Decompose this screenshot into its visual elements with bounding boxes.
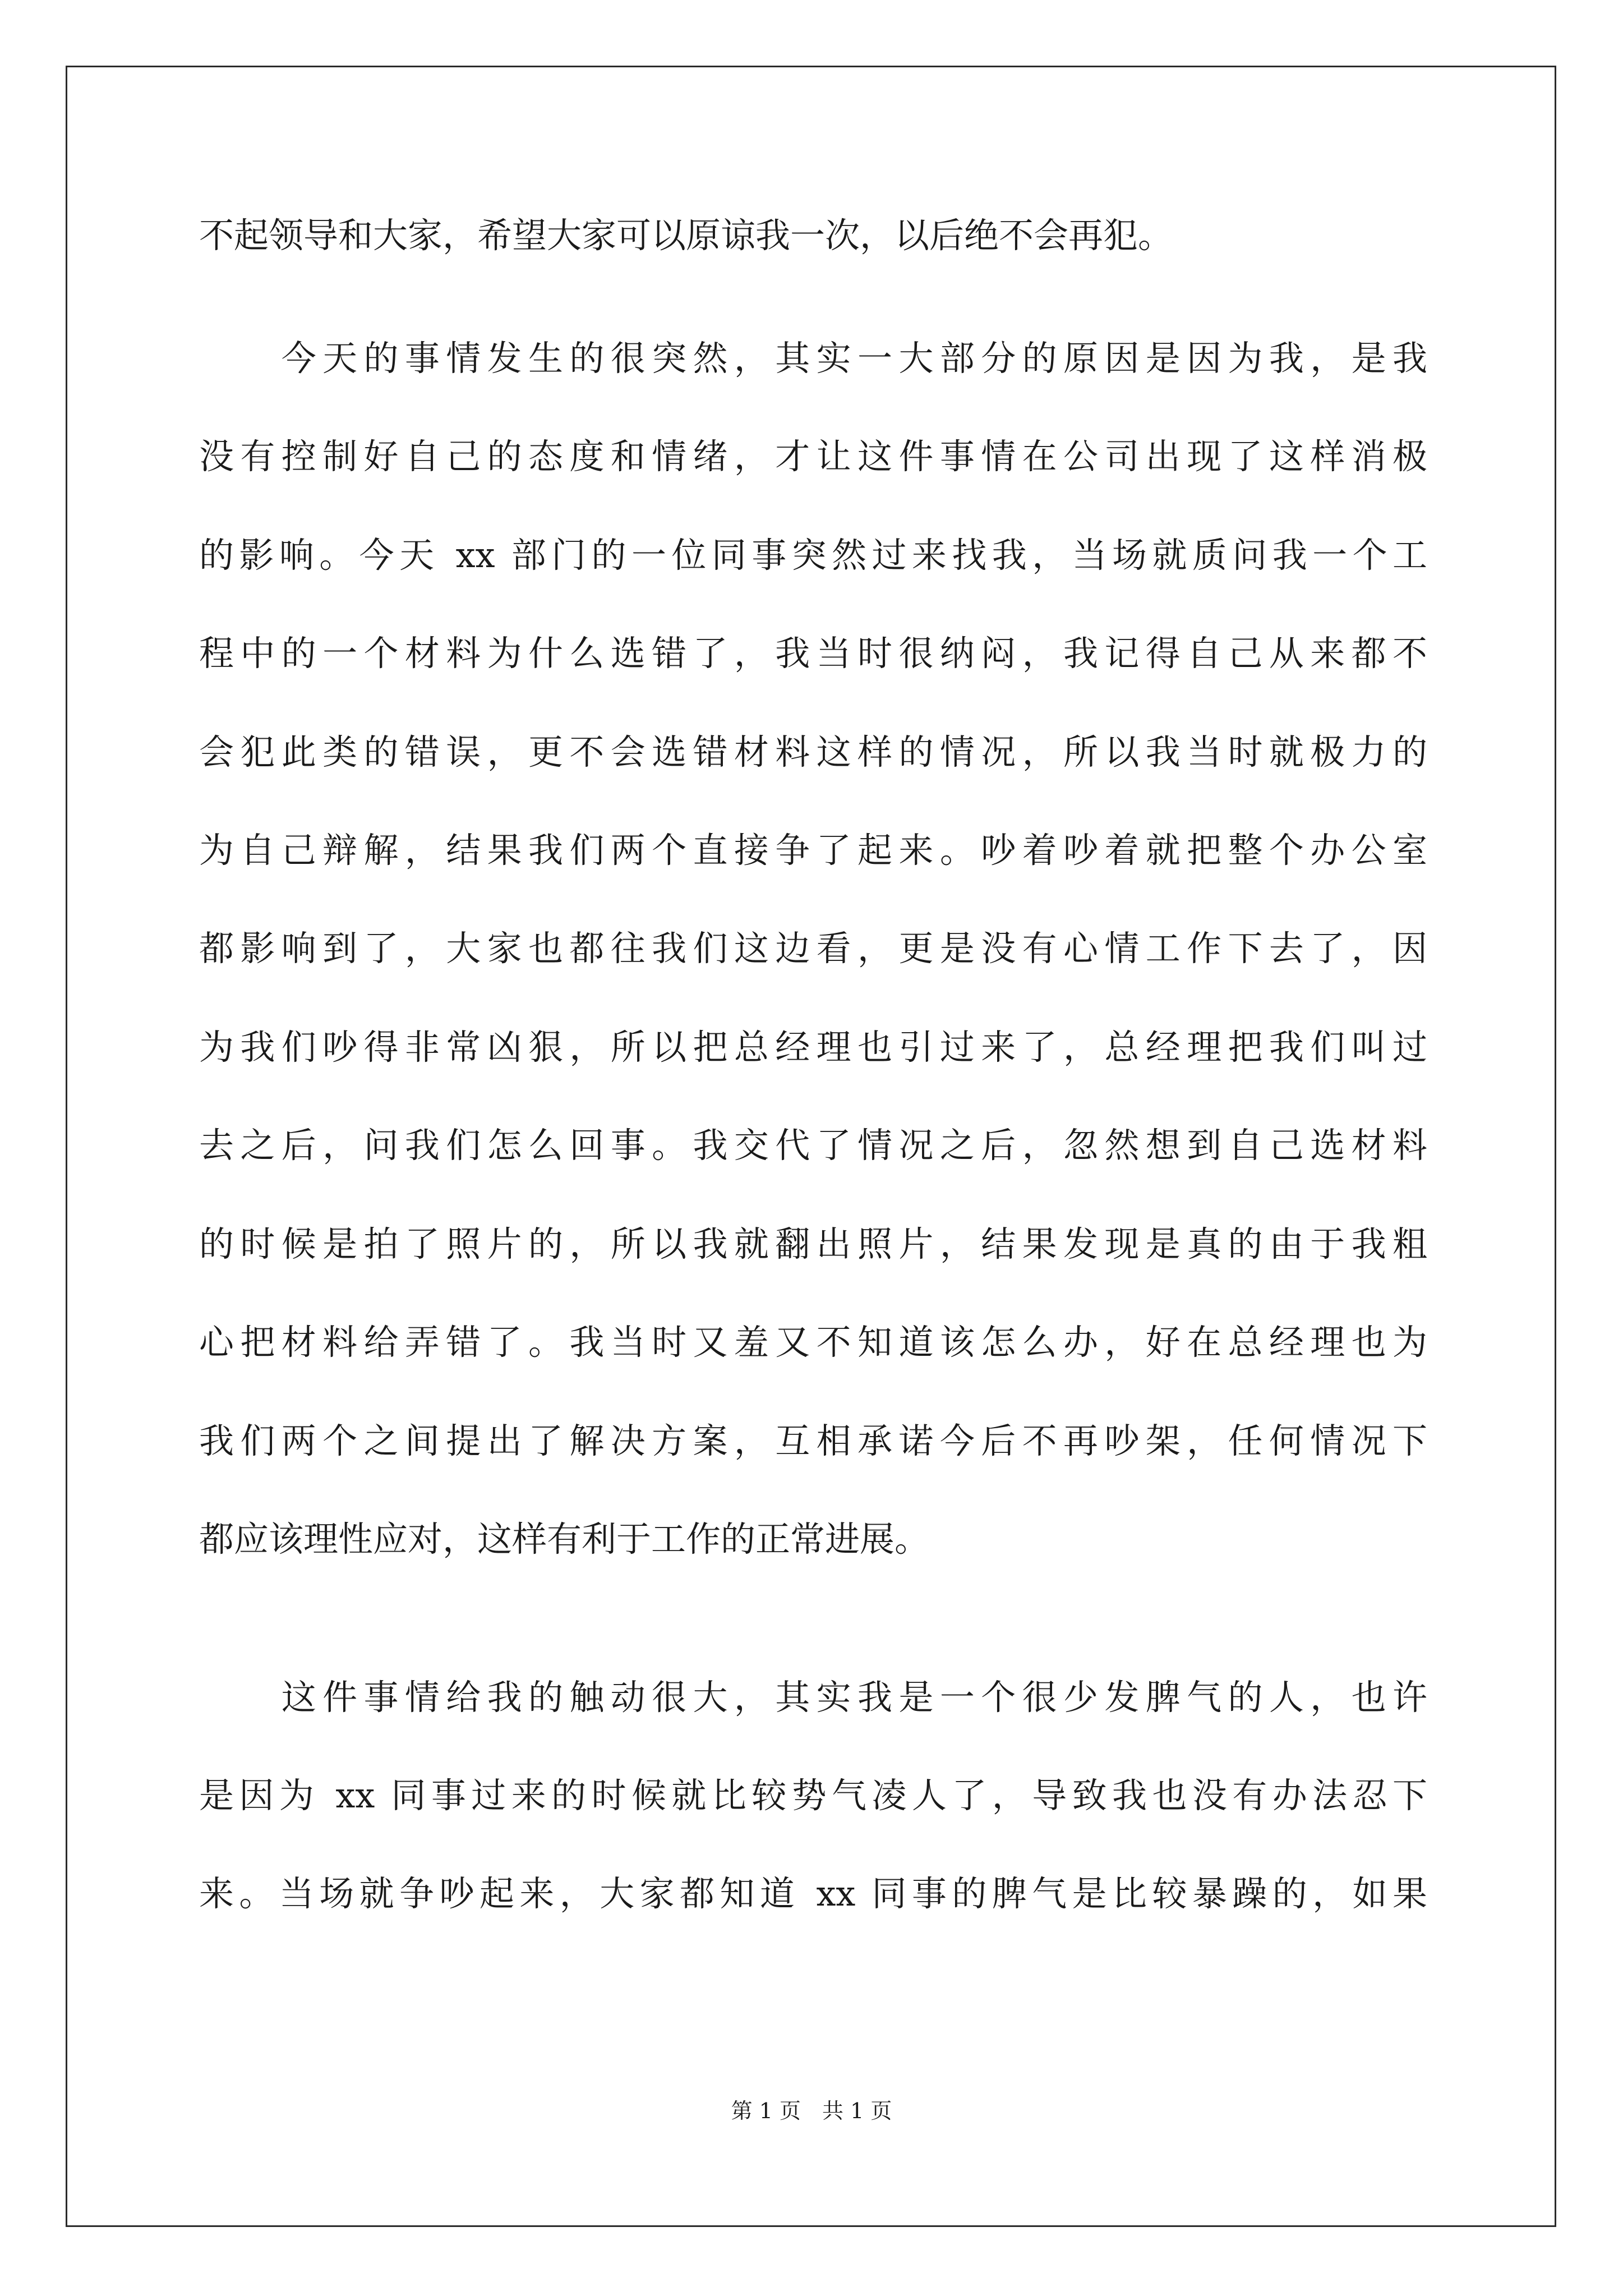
- text-line: 去之后，问我们怎么回事。我交代了情况之后，忽然想到自己选材料: [199, 1125, 1427, 1166]
- page-number-footer: 第 1 页 共 1 页: [731, 2099, 892, 2123]
- text-line: 这件事情给我的触动很大，其实我是一个很少发脾气的人，也许: [199, 1677, 1427, 1718]
- text-line: 程中的一个材料为什么选错了，我当时很纳闷，我记得自己从来都不: [199, 633, 1427, 674]
- text-line: 没有控制好自己的态度和情绪，才让这件事情在公司出现了这样消极: [199, 436, 1427, 477]
- text-line: 不起领导和大家，希望大家可以原谅我一次，以后绝不会再犯。: [199, 215, 1173, 256]
- text-line: 为自己辩解，结果我们两个直接争了起来。吵着吵着就把整个办公室: [199, 830, 1427, 871]
- text-line: 来。当场就争吵起来，大家都知道 xx 同事的脾气是比较暴躁的，如果: [199, 1873, 1427, 1914]
- text-line: 的影响。今天 xx 部门的一位同事突然过来找我，当场就质问我一个工: [199, 535, 1427, 576]
- text-line: 心把材料给弄错了。我当时又羞又不知道该怎么办，好在总经理也为: [199, 1322, 1427, 1363]
- text-line: 为我们吵得非常凶狠，所以把总经理也引过来了，总经理把我们叫过: [199, 1027, 1427, 1068]
- text-line: 都影响到了，大家也都往我们这边看，更是没有心情工作下去了，因: [199, 928, 1427, 969]
- text-line: 会犯此类的错误，更不会选错材料这样的情况，所以我当时就极力的: [199, 731, 1427, 772]
- text-line: 是因为 xx 同事过来的时候就比较势气凌人了，导致我也没有办法忍下: [199, 1775, 1427, 1816]
- text-line: 我们两个之间提出了解决方案，互相承诺今后不再吵架，任何情况下: [199, 1420, 1427, 1461]
- text-line: 都应该理性应对，这样有利于工作的正常进展。: [199, 1519, 930, 1559]
- text-line: 今天的事情发生的很突然，其实一大部分的原因是因为我，是我: [199, 338, 1427, 379]
- text-line: 的时候是拍了照片的，所以我就翻出照片，结果发现是真的由于我粗: [199, 1223, 1427, 1264]
